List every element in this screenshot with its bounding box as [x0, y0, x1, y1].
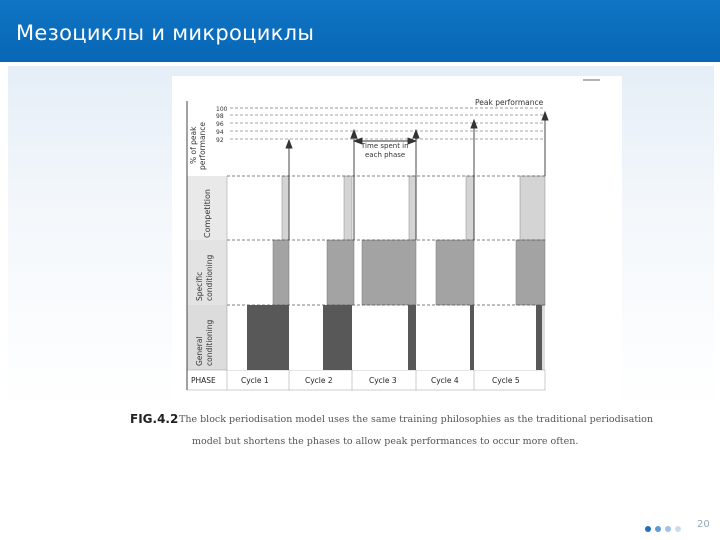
pager-dot — [655, 526, 661, 532]
pager-dot — [645, 526, 651, 532]
competition-block-cycle-2 — [344, 176, 352, 240]
competition-block-cycle-3 — [409, 176, 416, 240]
y-tick: 92 — [216, 137, 224, 144]
y-tick: 94 — [216, 129, 224, 136]
specific-block-cycle-1 — [273, 240, 289, 305]
row-label-specific: conditioning — [205, 254, 214, 301]
specific-block-cycle-2 — [327, 240, 354, 305]
caption-text: The block periodisation model uses the same training philosophies as the traditional periodisation — [179, 414, 654, 425]
figure-number: FIG.4.2 — [130, 412, 179, 426]
specific-block-cycle-3 — [362, 240, 416, 305]
periodisation-figure — [172, 76, 622, 450]
cycle-label: Cycle 5 — [492, 376, 520, 385]
page-number: 20 — [697, 519, 710, 530]
peak-performance-label: Peak performance — [475, 98, 544, 107]
competition-block-cycle-1 — [282, 176, 289, 240]
cycle-label: Cycle 4 — [431, 376, 459, 385]
slide-title: Мезоциклы и микроциклы — [16, 21, 315, 45]
phase-label: PHASE — [191, 376, 216, 385]
time-spent-label: Time spent in — [361, 142, 409, 150]
general-block-cycle-2 — [323, 305, 352, 370]
cycle-label: Cycle 2 — [305, 376, 333, 385]
y-axis-label: % of peak — [189, 126, 198, 164]
general-block-cycle-4 — [470, 305, 474, 370]
general-block-cycle-5 — [536, 305, 542, 370]
y-tick: 98 — [216, 113, 224, 120]
slide-pager — [645, 526, 681, 532]
competition-block-cycle-4 — [466, 176, 474, 240]
row-label-specific: Specific — [195, 271, 204, 301]
row-label-general: conditioning — [205, 319, 214, 366]
time-spent-label: each phase — [365, 151, 406, 159]
general-block-cycle-1 — [247, 305, 289, 370]
competition-block-cycle-5 — [520, 176, 545, 240]
cycle-label: Cycle 1 — [241, 376, 269, 385]
specific-block-cycle-5 — [516, 240, 545, 305]
y-tick: 96 — [216, 121, 224, 128]
general-block-cycle-3 — [408, 305, 416, 370]
title-bar — [0, 0, 720, 62]
caption-text: model but shortens the phases to allow peak performances to occur more often. — [192, 436, 579, 447]
cycle-label: Cycle 3 — [369, 376, 397, 385]
row-label-general: General — [195, 336, 204, 366]
row-label-competition: Competition — [203, 189, 212, 238]
pager-dot — [665, 526, 671, 532]
y-tick: 100 — [216, 106, 228, 113]
periodisation-chart-svg — [172, 76, 622, 450]
specific-block-cycle-4 — [436, 240, 474, 305]
y-axis-label: performance — [198, 121, 207, 170]
pager-dot — [675, 526, 681, 532]
